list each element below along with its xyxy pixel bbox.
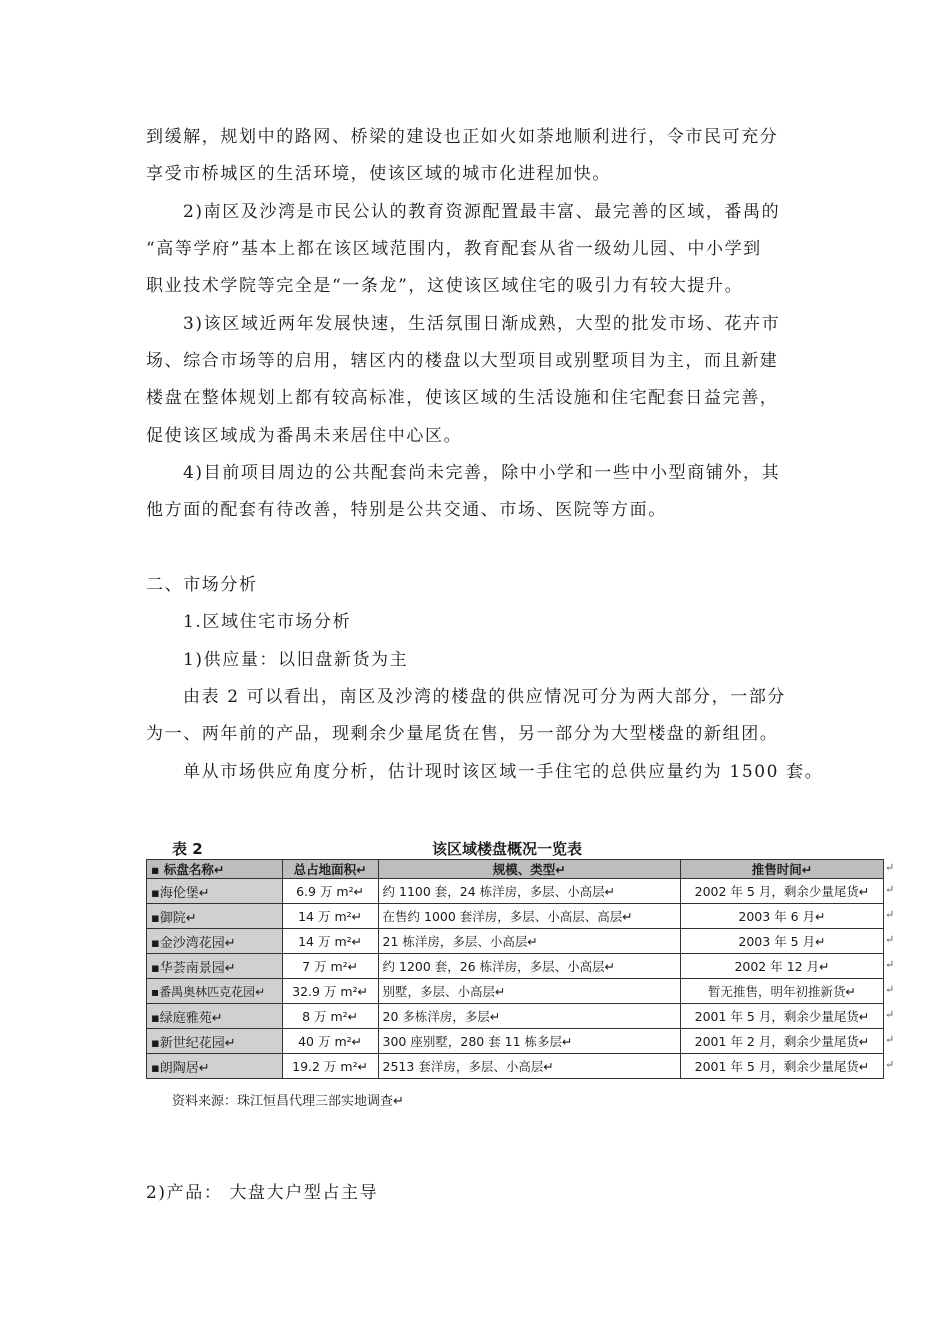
table-title: 该区域楼盘概况一览表: [432, 840, 583, 858]
table-label: 表 2: [172, 840, 203, 858]
cell-area: 6.9 万 m²↵: [282, 879, 378, 904]
subsection-heading: 1)供应量：以旧盘新货为主: [183, 650, 409, 670]
cell-sale-time: 2001 年 5 月，剩余少量尾货↵: [681, 1004, 884, 1029]
paragraph-line: 场、综合市场等的启用，辖区内的楼盘以大型项目或别墅项目为主，而且新建: [146, 351, 779, 371]
row-end-mark: ↵: [885, 861, 895, 874]
cell-sale-time: 2002 年 12 月↵: [681, 954, 884, 979]
cell-area: 7 万 m²↵: [282, 954, 378, 979]
cell-name: ▪新世纪花园↵: [147, 1029, 283, 1054]
cell-scale: 约 1200 套，26 栋洋房，多层、小高层↵: [378, 954, 680, 979]
row-end-mark: ↵: [885, 933, 895, 946]
row-end-mark: ↵: [885, 1058, 895, 1071]
cell-sale-time: 2002 年 5 月，剩余少量尾货↵: [681, 879, 884, 904]
cell-name: ▪金沙湾花园↵: [147, 929, 283, 954]
cell-name: ▪绿庭雅苑↵: [147, 1004, 283, 1029]
cell-scale: 在售约 1000 套洋房，多层、小高层、高层↵: [378, 904, 680, 929]
row-end-mark: ↵: [885, 1008, 895, 1021]
table-row: [147, 879, 884, 904]
table-row: [147, 979, 884, 1004]
paragraph-line: 3)该区域近两年发展快速，生活氛围日渐成熟，大型的批发市场、花卉市: [183, 314, 781, 334]
table-source-note: 资料来源：珠江恒昌代理三部实地调查↵: [172, 1094, 404, 1109]
subsection-heading: 2)产品： 大盘大户型占主导: [146, 1183, 379, 1203]
cell-area: 14 万 m²↵: [282, 904, 378, 929]
table-row: [147, 1029, 884, 1054]
subsection-heading: 1.区域住宅市场分析: [183, 612, 352, 632]
paragraph-line: 4)目前项目周边的公共配套尚未完善，除中小学和一些中小型商铺外，其: [183, 463, 781, 483]
paragraph-line: 他方面的配套有待改善，特别是公共交通、市场、医院等方面。: [146, 500, 667, 520]
property-survey-table: [146, 859, 884, 1079]
table-row: [147, 954, 884, 979]
column-header-name: ▪ 标盘名称↵: [147, 860, 283, 879]
cell-sale-time: 暂无推售，明年初推新货↵: [681, 979, 884, 1004]
cell-scale: 别墅，多层、小高层↵: [378, 979, 680, 1004]
cell-name: ▪海伦堡↵: [147, 879, 283, 904]
cell-scale: 21 栋洋房，多层、小高层↵: [378, 929, 680, 954]
cell-area: 14 万 m²↵: [282, 929, 378, 954]
paragraph-line: 2)南区及沙湾是市民公认的教育资源配置最丰富、最完善的区域，番禺的: [183, 202, 781, 222]
cell-scale: 2513 套洋房，多层、小高层↵: [378, 1054, 680, 1079]
row-end-mark: ↵: [885, 958, 895, 971]
table-caption: [146, 838, 886, 860]
paragraph-line: 由表 2 可以看出，南区及沙湾的楼盘的供应情况可分为两大部分，一部分: [183, 687, 787, 707]
cell-area: 8 万 m²↵: [282, 1004, 378, 1029]
cell-area: 19.2 万 m²↵: [282, 1054, 378, 1079]
paragraph-line: 享受市桥城区的生活环境，使该区域的城市化进程加快。: [146, 164, 611, 184]
column-header-scale: 规模、类型↵: [378, 860, 680, 879]
table-row: [147, 1004, 884, 1029]
cell-scale: 20 多栋洋房，多层↵: [378, 1004, 680, 1029]
table-row: [147, 929, 884, 954]
cell-name: ▪华荟南景园↵: [147, 954, 283, 979]
paragraph-line: 职业技术学院等完全是“一条龙”，这使该区域住宅的吸引力有较大提升。: [146, 276, 744, 296]
column-header-area: 总占地面积↵: [282, 860, 378, 879]
cell-name: ▪御院↵: [147, 904, 283, 929]
paragraph-line: “高等学府”基本上都在该区域范围内，教育配套从省一级幼儿园、中小学到: [146, 239, 762, 259]
table-row: [147, 1054, 884, 1079]
cell-scale: 约 1100 套，24 栋洋房，多层、小高层↵: [378, 879, 680, 904]
cell-name: ▪番禺奥林匹克花园↵: [147, 979, 283, 1004]
table-header-row: [147, 860, 884, 879]
cell-sale-time: 2003 年 6 月↵: [681, 904, 884, 929]
cell-name: ▪朗陶居↵: [147, 1054, 283, 1079]
paragraph-line: 单从市场供应角度分析，估计现时该区域一手住宅的总供应量约为 1500 套。: [183, 762, 824, 782]
row-end-mark: ↵: [885, 883, 895, 896]
cell-sale-time: 2001 年 5 月，剩余少量尾货↵: [681, 1054, 884, 1079]
cell-scale: 300 座别墅，280 套 11 栋多层↵: [378, 1029, 680, 1054]
row-end-mark: ↵: [885, 983, 895, 996]
cell-area: 40 万 m²↵: [282, 1029, 378, 1054]
paragraph-line: 到缓解，规划中的路网、桥梁的建设也正如火如荼地顺利进行，令市民可充分: [146, 127, 779, 147]
row-end-mark: ↵: [885, 1033, 895, 1046]
paragraph-line: 促使该区域成为番禺未来居住中心区。: [146, 426, 463, 446]
cell-sale-time: 2003 年 5 月↵: [681, 929, 884, 954]
paragraph-line: 楼盘在整体规划上都有较高标准，使该区域的生活设施和住宅配套日益完善，: [146, 388, 779, 408]
section-heading: 二、市场分析: [146, 575, 258, 595]
paragraph-line: 为一、两年前的产品，现剩余少量尾货在售，另一部分为大型楼盘的新组团。: [146, 724, 779, 744]
column-header-sale-time: 推售时间↵: [681, 860, 884, 879]
table-row: [147, 904, 884, 929]
cell-sale-time: 2001 年 2 月，剩余少量尾货↵: [681, 1029, 884, 1054]
row-end-marks: [885, 859, 895, 1077]
row-end-mark: ↵: [885, 908, 895, 921]
cell-area: 32.9 万 m²↵: [282, 979, 378, 1004]
